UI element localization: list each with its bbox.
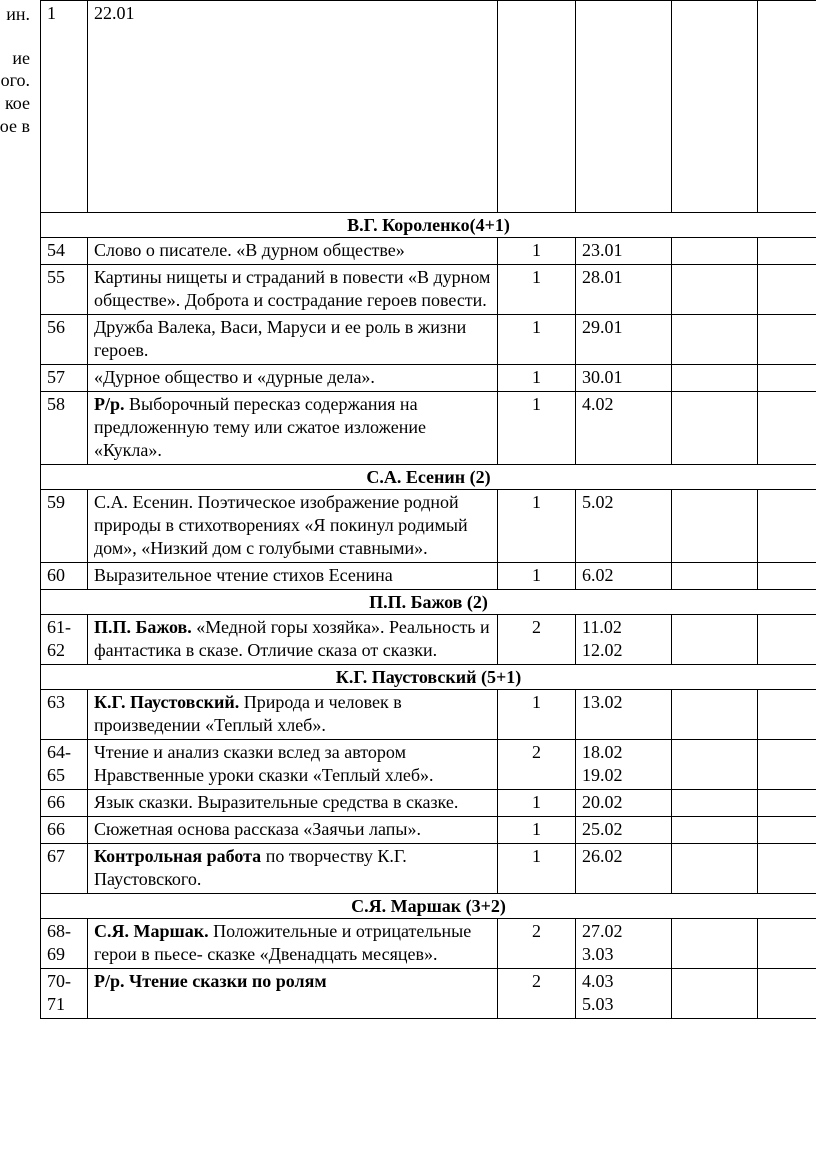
- empty-cell: [672, 615, 758, 665]
- lesson-hours: 2: [498, 969, 576, 1019]
- lesson-date: 11.02: [582, 617, 622, 637]
- empty-cell: [758, 265, 816, 315]
- section-title: В.Г. Короленко(4+1): [41, 213, 816, 238]
- empty-cell: [498, 1, 576, 213]
- table-row: [41, 1, 816, 213]
- empty-cell: [758, 740, 816, 790]
- lesson-dates: [576, 315, 672, 365]
- lesson-topic-text: Сюжетная основа рассказа «Заячьи лапы».: [94, 819, 421, 839]
- empty-cell: [758, 315, 816, 365]
- lesson-date: 4.03: [582, 971, 614, 991]
- table-row: [41, 563, 816, 590]
- lesson-date: 23.01: [582, 240, 623, 260]
- lesson-topic-text: Положительные и отрицательные герои в пьесе- сказке «Двенадцать месяцев».: [94, 921, 472, 964]
- lesson-topic: [88, 790, 498, 817]
- lesson-dates: [576, 817, 672, 844]
- lesson-topic: [88, 919, 498, 969]
- lesson-topic: [88, 365, 498, 392]
- lesson-dates: [576, 392, 672, 465]
- clipped-line: ого.: [0, 70, 30, 90]
- lesson-date: 28.01: [582, 267, 623, 287]
- lesson-topic-bold: С.Я. Маршак.: [94, 921, 209, 941]
- empty-cell: [758, 919, 816, 969]
- empty-cell: [672, 392, 758, 465]
- lesson-hours: 1: [498, 265, 576, 315]
- lesson-topic-text: С.А. Есенин. Поэтическое изображение родной природы в стихотворениях «Я покинул родимый дом», «Низкий дом с голубыми ставными».: [94, 492, 468, 558]
- lesson-dates: [576, 740, 672, 790]
- clipped-line: ое в: [0, 116, 30, 136]
- lesson-hours: 1: [498, 790, 576, 817]
- lesson-dates: [576, 615, 672, 665]
- lesson-plan-table: [40, 0, 816, 1019]
- empty-cell: [758, 615, 816, 665]
- lesson-date: 29.01: [582, 317, 623, 337]
- empty-cell: [758, 969, 816, 1019]
- lesson-hours: 2: [498, 615, 576, 665]
- table-row: [41, 315, 816, 365]
- table-row: [41, 615, 816, 665]
- lesson-dates: [576, 790, 672, 817]
- lesson-number: 54: [41, 238, 88, 265]
- clipped-left-text: [0, 0, 40, 210]
- empty-cell: [672, 238, 758, 265]
- lesson-hours: 1: [498, 238, 576, 265]
- table-row: [41, 392, 816, 465]
- lesson-topic: [88, 817, 498, 844]
- empty-cell: [672, 969, 758, 1019]
- clipped-line: ин.: [6, 4, 30, 24]
- section-header-row: [41, 590, 816, 615]
- lesson-topic-text: Дружба Валека, Васи, Маруси и ее роль в жизни героев.: [94, 317, 467, 360]
- lesson-number: 61-62: [41, 615, 88, 665]
- section-title: С.А. Есенин (2): [41, 465, 816, 490]
- lesson-dates: [576, 563, 672, 590]
- lesson-dates: [576, 238, 672, 265]
- empty-cell: [672, 265, 758, 315]
- lesson-number: 1: [41, 1, 88, 213]
- lesson-topic: [88, 490, 498, 563]
- lesson-hours: 1: [498, 563, 576, 590]
- lesson-number: 57: [41, 365, 88, 392]
- lesson-date: 26.02: [582, 846, 623, 866]
- lesson-number: 58: [41, 392, 88, 465]
- clipped-line: ие: [12, 48, 30, 68]
- lesson-topic-bold: П.П. Бажов.: [94, 617, 192, 637]
- empty-cell: [758, 238, 816, 265]
- lesson-date: 5.03: [582, 994, 614, 1014]
- lesson-dates: [576, 844, 672, 894]
- lesson-hours: 1: [498, 490, 576, 563]
- lesson-date: 19.02: [582, 765, 623, 785]
- lesson-hours: 1: [498, 315, 576, 365]
- lesson-topic: [88, 740, 498, 790]
- lesson-topic-text: Чтение и анализ сказки вслед за автором Нравственные уроки сказки «Теплый хлеб».: [94, 742, 434, 785]
- table-row: [41, 969, 816, 1019]
- lesson-topic: [88, 690, 498, 740]
- clipped-line: кое: [4, 93, 30, 113]
- lesson-number: 56: [41, 315, 88, 365]
- lesson-topic: [88, 315, 498, 365]
- lesson-number: 59: [41, 490, 88, 563]
- lesson-dates: [576, 919, 672, 969]
- section-header-row: [41, 665, 816, 690]
- lesson-number: 66: [41, 790, 88, 817]
- section-header-row: [41, 465, 816, 490]
- empty-cell: [672, 690, 758, 740]
- lesson-topic: [88, 238, 498, 265]
- lesson-date-topic: 22.01: [88, 1, 498, 213]
- empty-cell: [672, 315, 758, 365]
- lesson-number: 55: [41, 265, 88, 315]
- empty-cell: [758, 790, 816, 817]
- table-row: [41, 490, 816, 563]
- lesson-hours: 2: [498, 919, 576, 969]
- empty-cell: [672, 563, 758, 590]
- lesson-date: 3.03: [582, 944, 614, 964]
- empty-cell: [672, 1, 758, 213]
- lesson-date: 6.02: [582, 565, 614, 585]
- table-row: [41, 740, 816, 790]
- empty-cell: [672, 740, 758, 790]
- lesson-hours: 1: [498, 844, 576, 894]
- lesson-topic-text: по творчеству К.Г. Паустовского.: [94, 846, 407, 889]
- lesson-number: 60: [41, 563, 88, 590]
- empty-cell: [758, 563, 816, 590]
- lesson-hours: 1: [498, 392, 576, 465]
- empty-cell: [672, 790, 758, 817]
- section-header-row: [41, 213, 816, 238]
- lesson-hours: 2: [498, 740, 576, 790]
- empty-cell: [758, 844, 816, 894]
- lesson-number: 67: [41, 844, 88, 894]
- lesson-topic-text: Слово о писателе. «В дурном обществе»: [94, 240, 405, 260]
- lesson-date: 13.02: [582, 692, 623, 712]
- lesson-number: 68-69: [41, 919, 88, 969]
- lesson-topic-bold: К.Г. Паустовский.: [94, 692, 240, 712]
- empty-cell: [672, 817, 758, 844]
- lesson-topic-bold: Контрольная работа: [94, 846, 262, 866]
- section-title: С.Я. Маршак (3+2): [41, 894, 816, 919]
- lesson-date: 12.02: [582, 640, 623, 660]
- lesson-topic-text: Выразительное чтение стихов Есенина: [94, 565, 393, 585]
- lesson-dates: [576, 969, 672, 1019]
- lesson-topic-text: «Медной горы хозяйка». Реальность и фантастика в сказе. Отличие сказа от сказки.: [94, 617, 490, 660]
- empty-cell: [672, 490, 758, 563]
- table-row: [41, 238, 816, 265]
- lesson-hours: 1: [498, 817, 576, 844]
- lesson-hours: 1: [498, 690, 576, 740]
- table-row: [41, 365, 816, 392]
- lesson-date: 4.02: [582, 394, 614, 414]
- lesson-topic: [88, 615, 498, 665]
- empty-cell: [758, 817, 816, 844]
- empty-cell: [758, 1, 816, 213]
- empty-cell: [672, 919, 758, 969]
- lesson-date: 5.02: [582, 492, 614, 512]
- lesson-topic-text: «Дурное общество и «дурные дела».: [94, 367, 375, 387]
- table-row: [41, 844, 816, 894]
- lesson-date: 20.02: [582, 792, 623, 812]
- lesson-topic-bold: Р/р. Чтение сказки по ролям: [94, 971, 327, 991]
- table-row: [41, 690, 816, 740]
- lesson-topic: [88, 265, 498, 315]
- lesson-topic-bold: Р/р.: [94, 394, 125, 414]
- lesson-number: 63: [41, 690, 88, 740]
- empty-cell: [672, 365, 758, 392]
- lesson-number: 64-65: [41, 740, 88, 790]
- lesson-topic-text: Выборочный пересказ содержания на предложенную тему или сжатое изложение «Кукла».: [94, 394, 426, 460]
- lesson-topic: [88, 844, 498, 894]
- section-title: П.П. Бажов (2): [41, 590, 816, 615]
- table-row: [41, 790, 816, 817]
- lesson-dates: [576, 365, 672, 392]
- empty-cell: [576, 1, 672, 213]
- empty-cell: [758, 690, 816, 740]
- empty-cell: [758, 490, 816, 563]
- lesson-number: 66: [41, 817, 88, 844]
- empty-cell: [672, 844, 758, 894]
- lesson-date: 25.02: [582, 819, 623, 839]
- lesson-dates: [576, 265, 672, 315]
- lesson-topic-text: Картины нищеты и страданий в повести «В дурном обществе». Доброта и сострадание героев повести.: [94, 267, 491, 310]
- table-row: [41, 919, 816, 969]
- empty-cell: [758, 392, 816, 465]
- lesson-topic-text: Язык сказки. Выразительные средства в сказке.: [94, 792, 459, 812]
- lesson-topic: [88, 969, 498, 1019]
- table-row: [41, 817, 816, 844]
- lesson-topic: [88, 392, 498, 465]
- section-title: К.Г. Паустовский (5+1): [41, 665, 816, 690]
- lesson-dates: [576, 690, 672, 740]
- lesson-date: 30.01: [582, 367, 623, 387]
- lesson-topic-text: Природа и человек в произведении «Теплый хлеб».: [94, 692, 402, 735]
- empty-cell: [758, 365, 816, 392]
- section-header-row: [41, 894, 816, 919]
- lesson-hours: 1: [498, 365, 576, 392]
- lesson-dates: [576, 490, 672, 563]
- table-row: [41, 265, 816, 315]
- lesson-date: 27.02: [582, 921, 623, 941]
- lesson-number: 70-71: [41, 969, 88, 1019]
- lesson-topic: [88, 563, 498, 590]
- lesson-date: 18.02: [582, 742, 623, 762]
